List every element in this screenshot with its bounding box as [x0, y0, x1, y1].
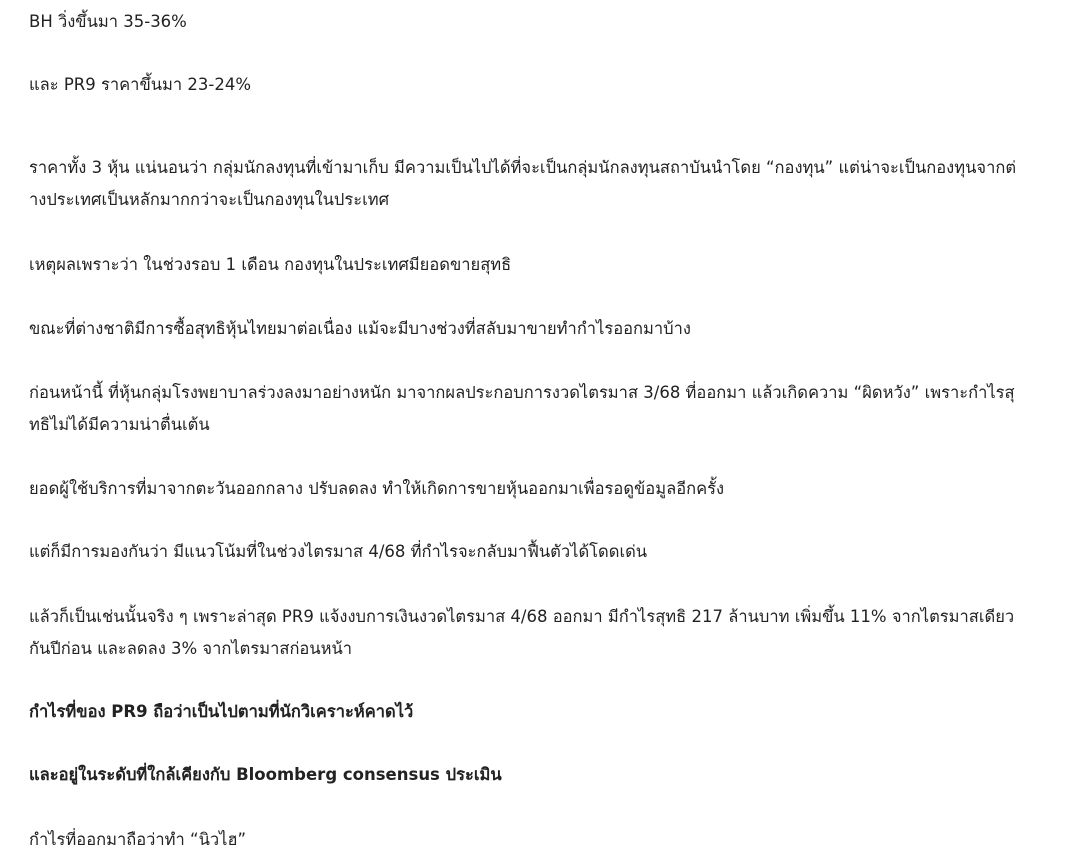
article-paragraph-bold: กำไรที่ของ PR9 ถือว่าเป็นไปตามที่นักวิเคราะห์คาดไว้: [29, 702, 414, 721]
article-paragraph: แล้วก็เป็นเช่นนั้นจริง ๆ เพราะล่าสุด PR9 แจ้งงบการเงินงวดไตรมาส 4/68 ออกมา มีกำไรสุทธิ 217 ล้านบาท เพิ่มขึ้น 11% จากไตรมาสเดียวกันปีก่อน และลดลง 3% จากไตรมาสก่อนหน้า: [29, 607, 1015, 658]
article-paragraph: และ PR9 ราคาขึ้นมา 23-24%: [29, 75, 252, 94]
article-paragraph: ยอดผู้ใช้บริการที่มาจากตะวันออกกลาง ปรับลดลง ทำให้เกิดการขายหุ้นออกมาเพื่อรอดูข้อมูลอีกครั้ง: [29, 479, 725, 498]
article-paragraph: BH วิ่งขึ้นมา 35-36%: [29, 12, 187, 31]
article-paragraph: ก่อนหน้านี้ ที่หุ้นกลุ่มโรงพยาบาลร่วงลงมาอย่างหนัก มาจากผลประกอบการงวดไตรมาส 3/68 ที่ออกมา แล้วเกิดความ “ผิดหวัง” เพราะกำไรสุทธิไม่ได้มีความน่าตื่นเต้น: [29, 383, 1015, 434]
article-paragraph: แต่ก็มีการมองกันว่า มีแนวโน้มที่ในช่วงไตรมาส 4/68 ที่กำไรจะกลับมาฟื้นตัวได้โดดเด่น: [29, 542, 648, 561]
article-paragraph: เหตุผลเพราะว่า ในช่วงรอบ 1 เดือน กองทุนในประเทศมียอดขายสุทธิ: [29, 255, 512, 274]
article-paragraph: กำไรที่ออกมาถือว่าทำ “นิวไฮ”: [29, 830, 247, 849]
article-paragraph: ขณะที่ต่างชาติมีการซื้อสุทธิหุ้นไทยมาต่อเนื่อง แม้จะมีบางช่วงที่สลับมาขายทำกำไรออกมาบ้าง: [29, 319, 691, 338]
article-paragraph: ราคาทั้ง 3 หุ้น แน่นอนว่า กลุ่มนักลงทุนที่เข้ามาเก็บ มีความเป็นไปได้ที่จะเป็นกลุ่มนักลงทุนสถาบันนำโดย “กองทุน” แต่น่าจะเป็นกองทุนจากต่างประเทศเป็นหลักมากกว่าจะเป็นกองทุนในประเทศ: [29, 158, 1017, 209]
article-paragraph-bold: และอยู่ในระดับที่ใกล้เคียงกับ Bloomberg consensus ประเมิน: [29, 765, 502, 784]
